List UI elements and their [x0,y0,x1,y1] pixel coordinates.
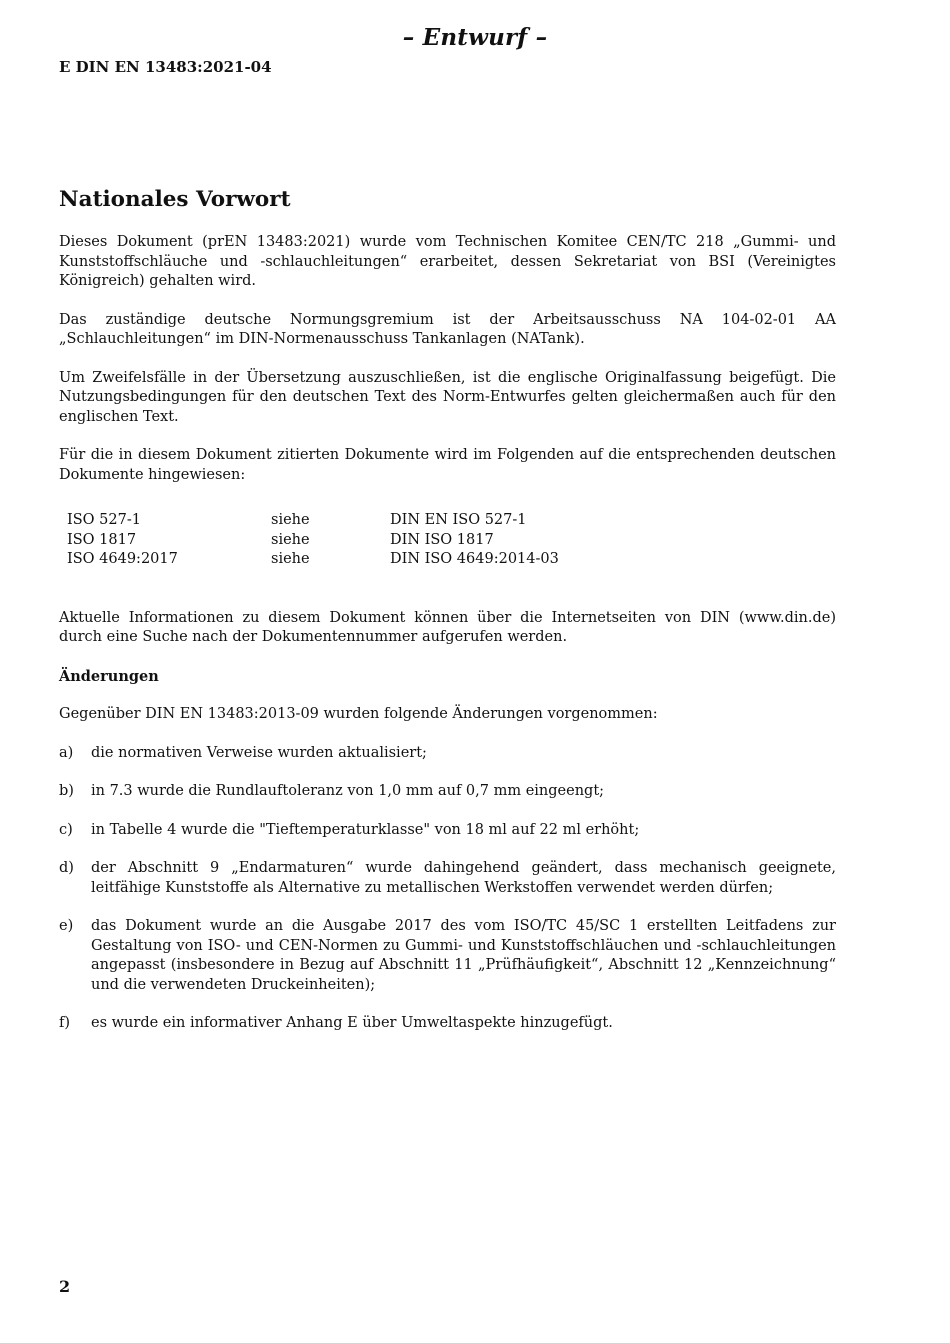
reference-relation: siehe [271,551,310,567]
reference-source: ISO 4649:2017 [67,551,178,567]
paragraph-standards-body: Das zuständige deutsche Normungsgremium ist der Arbeitsausschuss NA 104-02-01 AA „Schlauchleitungen“ im DIN-Normenausschuss Tankanlagen (NATank). [59,311,836,347]
reference-target: DIN EN ISO 527-1 [390,512,527,528]
changes-list [59,744,836,1034]
list-item [59,1014,836,1034]
paragraph-committee: Dieses Dokument (prEN 13483:2021) wurde vom Technischen Komitee CEN/TC 218 „Gummi- und Kunststoffschläuche und -schlauchleitungen“ erarbeitet, dessen Sekretariat von BSI (Vereinigtes Königreich) gehalten wird. [59,234,836,289]
page-number: 2 [59,1277,71,1296]
list-item [59,744,836,764]
list-item [59,859,836,898]
reference-relation: siehe [271,512,310,528]
list-item-label: a) [59,744,74,761]
changes-intro: Gegenüber DIN EN 13483:2013-09 wurden folgende Änderungen vorgenommen: [59,706,658,722]
draft-label: – Entwurf – [402,24,548,51]
list-item-label: d) [59,860,74,876]
reference-source: ISO 527-1 [67,512,141,528]
table-row [67,531,559,551]
paragraph-references-intro: Für die in diesem Dokument zitierten Dokumente wird im Folgenden auf die entsprechenden deutschen Dokumente hingewiesen: [59,447,836,483]
reference-table [67,511,559,570]
list-item-text: das Dokument wurde an die Ausgabe 2017 des vom ISO/TC 45/SC 1 erstellten Leitfadens zur Gestaltung von ISO- und CEN-Normen zu Gummi- und Kunststoffschläuchen und -schlauchleitungen angepasst (insbesondere in Bezug auf Abschnitt 11 „Prüfhäufigkeit“, Abschnitt 12 „Kennzeichnung“ und die verwendeten Druckeinheiten); [91,918,836,993]
reference-target: DIN ISO 1817 [390,531,494,548]
list-item-label: c) [59,821,73,838]
list-item [59,821,836,841]
list-item-label: e) [59,918,74,934]
list-item [59,917,836,995]
list-item-text: in Tabelle 4 wurde die "Tieftemperaturklasse" von 18 ml auf 22 ml erhöht; [91,821,640,838]
list-item-text: es wurde ein informativer Anhang E über Umweltaspekte hinzugefügt. [91,1015,613,1031]
list-item-label: b) [59,783,74,799]
reference-source: ISO 1817 [67,531,137,548]
document-id: E DIN EN 13483:2021-04 [59,58,272,76]
main-content [59,186,836,1053]
list-item-text: in 7.3 wurde die Rundlauftoleranz von 1,0 mm auf 0,7 mm eingeengt; [91,783,605,799]
table-row [67,511,559,531]
list-item [59,782,836,802]
section-title: Nationales Vorwort [59,187,291,212]
table-row [67,550,559,570]
reference-target: DIN ISO 4649:2014-03 [390,551,559,567]
paragraph-info: Aktuelle Informationen zu diesem Dokument können über die Internetseiten von DIN (www.din.de) durch eine Suche nach der Dokumentennummer aufgerufen werden. [59,609,836,645]
paragraph-translation: Um Zweifelsfälle in der Übersetzung auszuschließen, ist die englische Originalfassung beigefügt. Die Nutzungsbedingungen für den deutschen Text des Norm-Entwurfes gelten gleichermaßen auch für den englischen Text. [59,369,836,425]
list-item-text: der Abschnitt 9 „Endarmaturen“ wurde dahingehend geändert, dass mechanisch geeignete, leitfähige Kunststoffe als Alternative zu metallischen Werkstoffen verwendet werden dürfen; [91,860,836,896]
reference-relation: siehe [271,531,310,548]
list-item-text: die normativen Verweise wurden aktualisiert; [91,744,427,761]
list-item-label: f) [59,1015,71,1031]
changes-heading: Änderungen [59,667,159,685]
